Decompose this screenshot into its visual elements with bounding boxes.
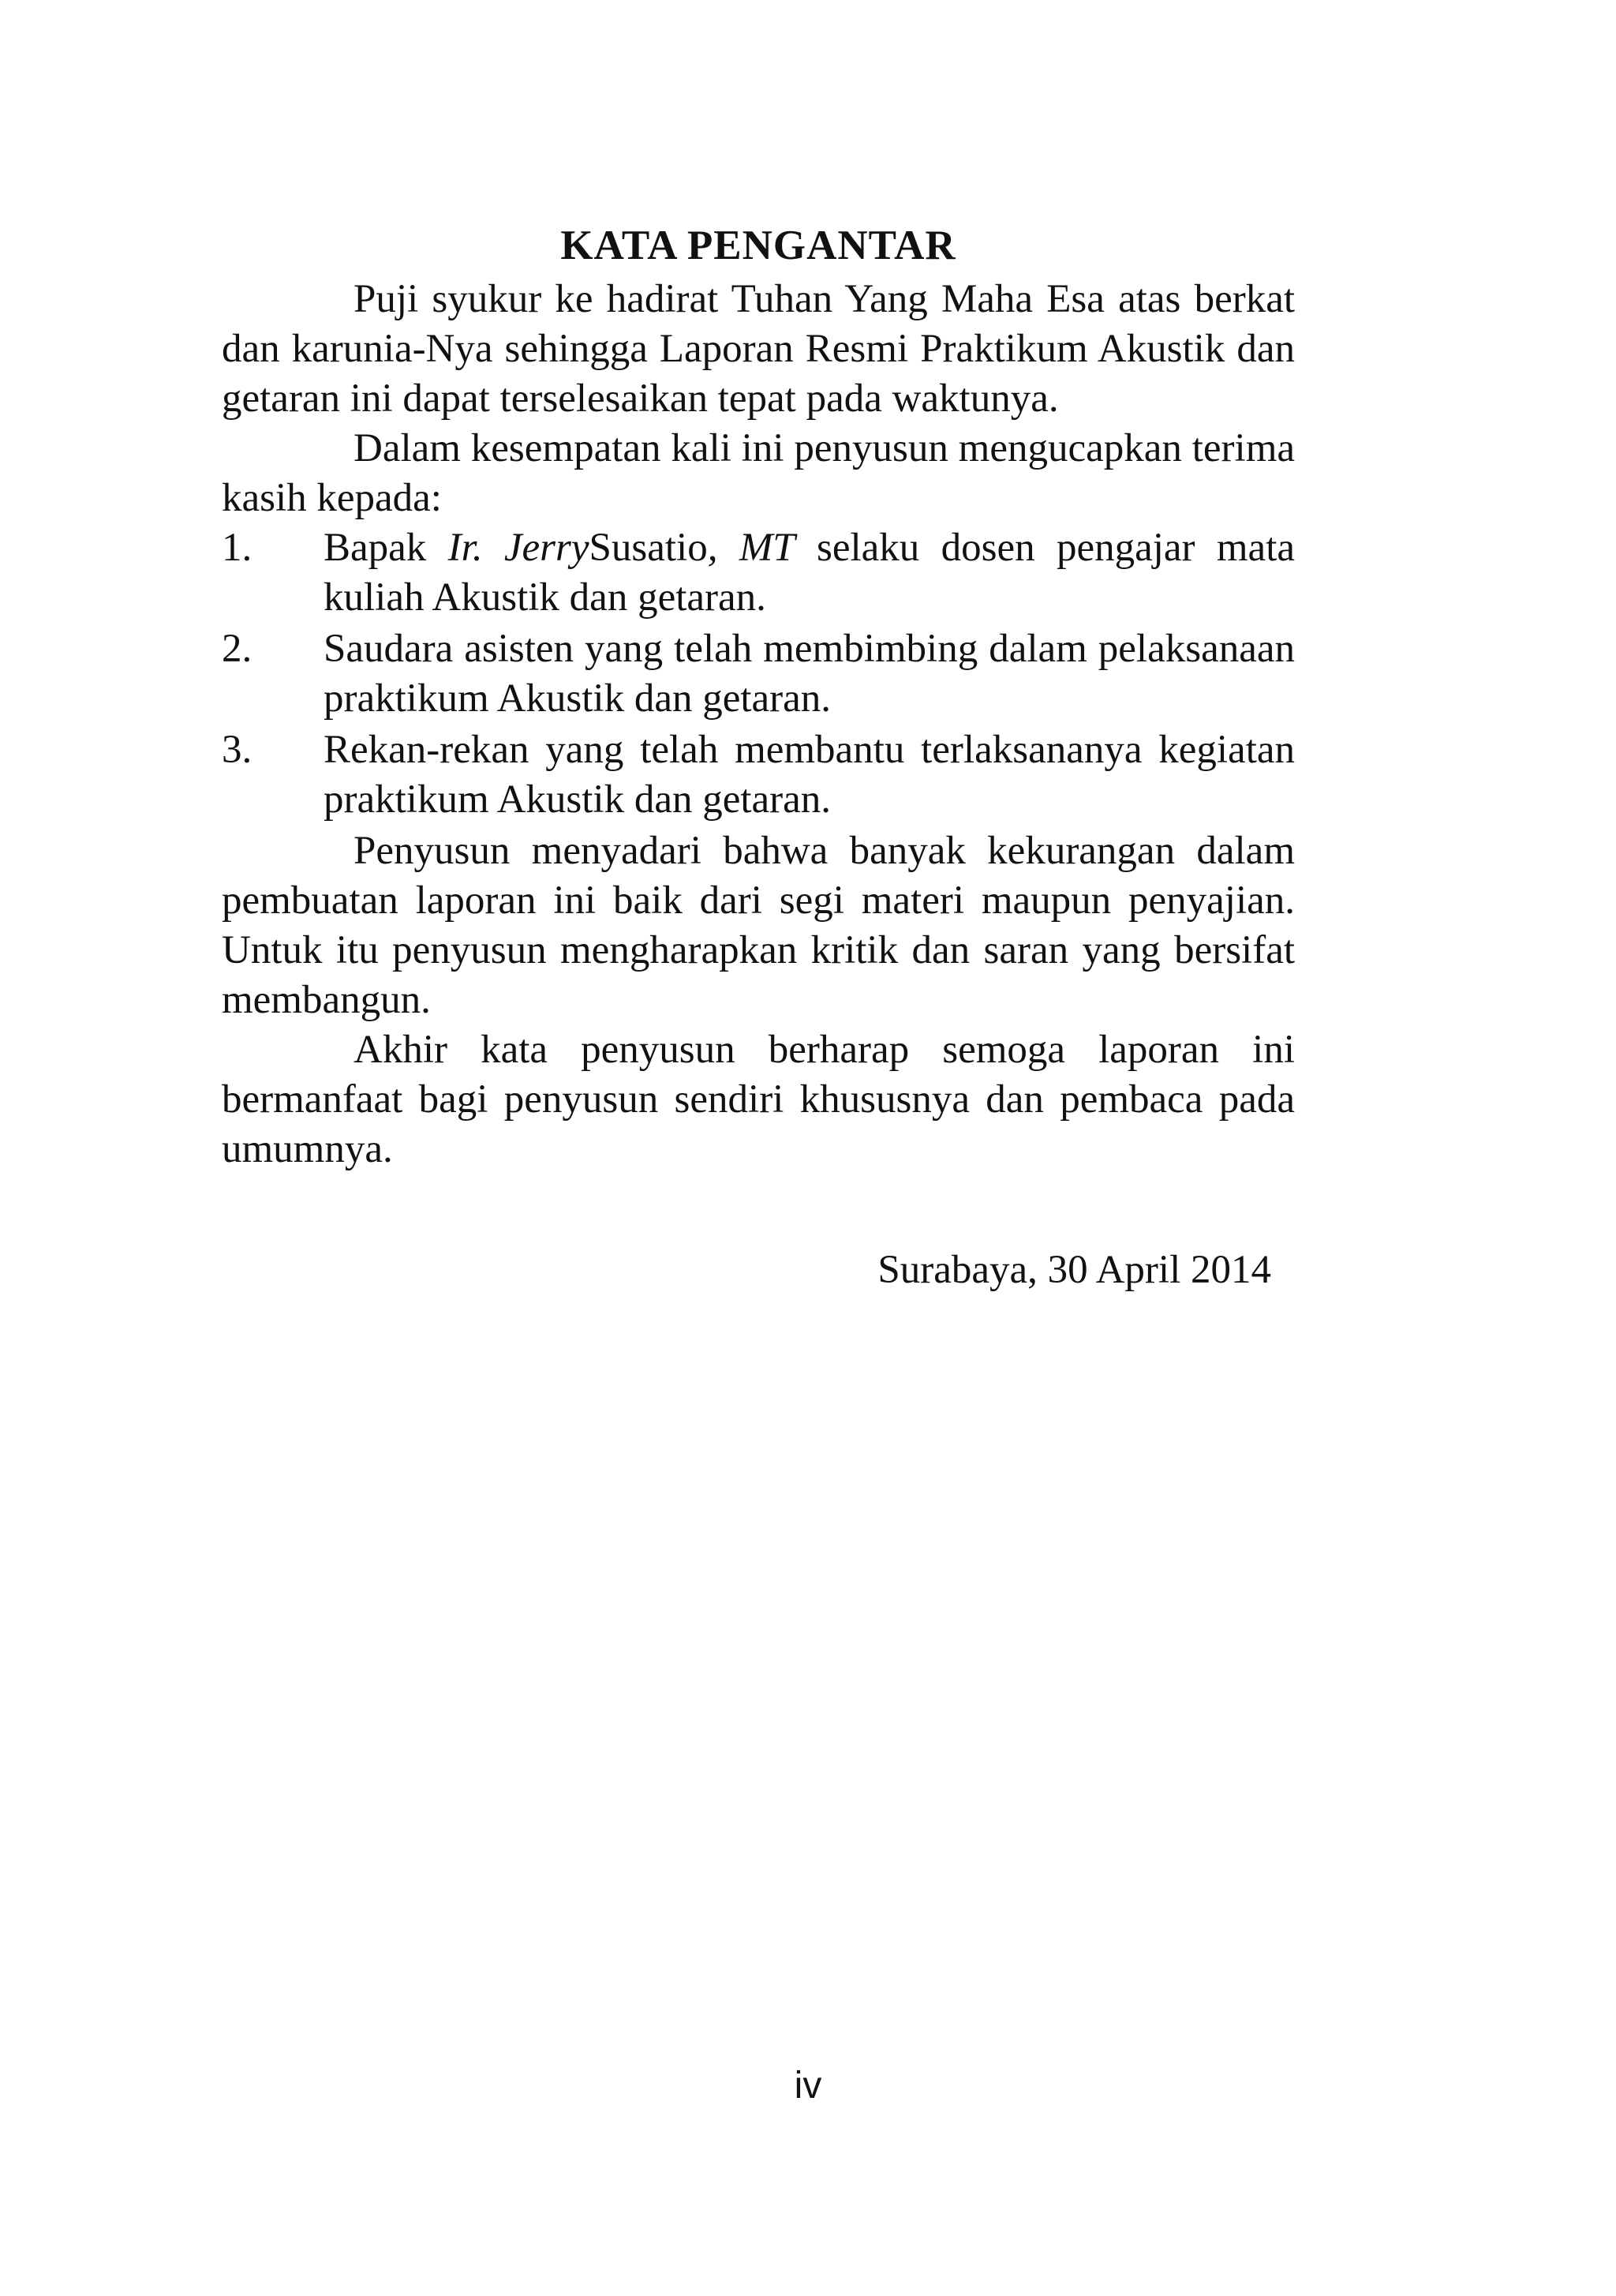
list-item-text: Rekan-rekan yang telah membantu terlaksananya kegiatan praktikum Akustik dan getaran. bbox=[324, 728, 1295, 822]
list-item-text: Bapak Ir. JerrySusatio, MT selaku dosen pengajar mata kuliah Akustik dan getaran. bbox=[324, 526, 1296, 620]
list-item bbox=[222, 523, 1295, 623]
list-item bbox=[222, 725, 1295, 825]
list-item-number: 1. bbox=[222, 526, 252, 570]
page-title: KATA PENGANTAR bbox=[560, 223, 956, 268]
list-item-text: Saudara asisten yang telah membimbing dalam pelaksanaan praktikum Akustik dan getaran. bbox=[324, 627, 1295, 721]
thanks-list bbox=[222, 523, 1295, 825]
list-item-number: 3. bbox=[222, 728, 252, 772]
paragraph-opening: Puji syukur ke hadirat Tuhan Yang Maha Esa atas berkat dan karunia-Nya sehingga Laporan Resmi Praktikum Akustik dan getaran ini dapat terselesaikan tepat pada waktunya. bbox=[222, 277, 1295, 421]
page-number: iv bbox=[794, 2065, 822, 2107]
list-item-number: 2. bbox=[222, 627, 252, 671]
paragraph-thanks-intro: Dalam kesempatan kali ini penyusun mengucapkan terima kasih kepada: bbox=[222, 426, 1295, 520]
paragraph-closing: Akhir kata penyusun berharap semoga laporan ini bermanfaat bagi penyusun sendiri khususnya dan pembaca pada umumnya. bbox=[222, 1028, 1295, 1171]
signature-place-date: Surabaya, 30 April 2014 bbox=[877, 1248, 1271, 1292]
paragraph-shortcomings: Penyusun menyadari bahwa banyak kekurangan dalam pembuatan laporan ini baik dari segi materi maupun penyajian. Untuk itu penyusun mengharapkan kritik dan saran yang bersifat membangun. bbox=[222, 829, 1295, 1022]
list-item bbox=[222, 624, 1295, 724]
document-body bbox=[222, 221, 1295, 1295]
